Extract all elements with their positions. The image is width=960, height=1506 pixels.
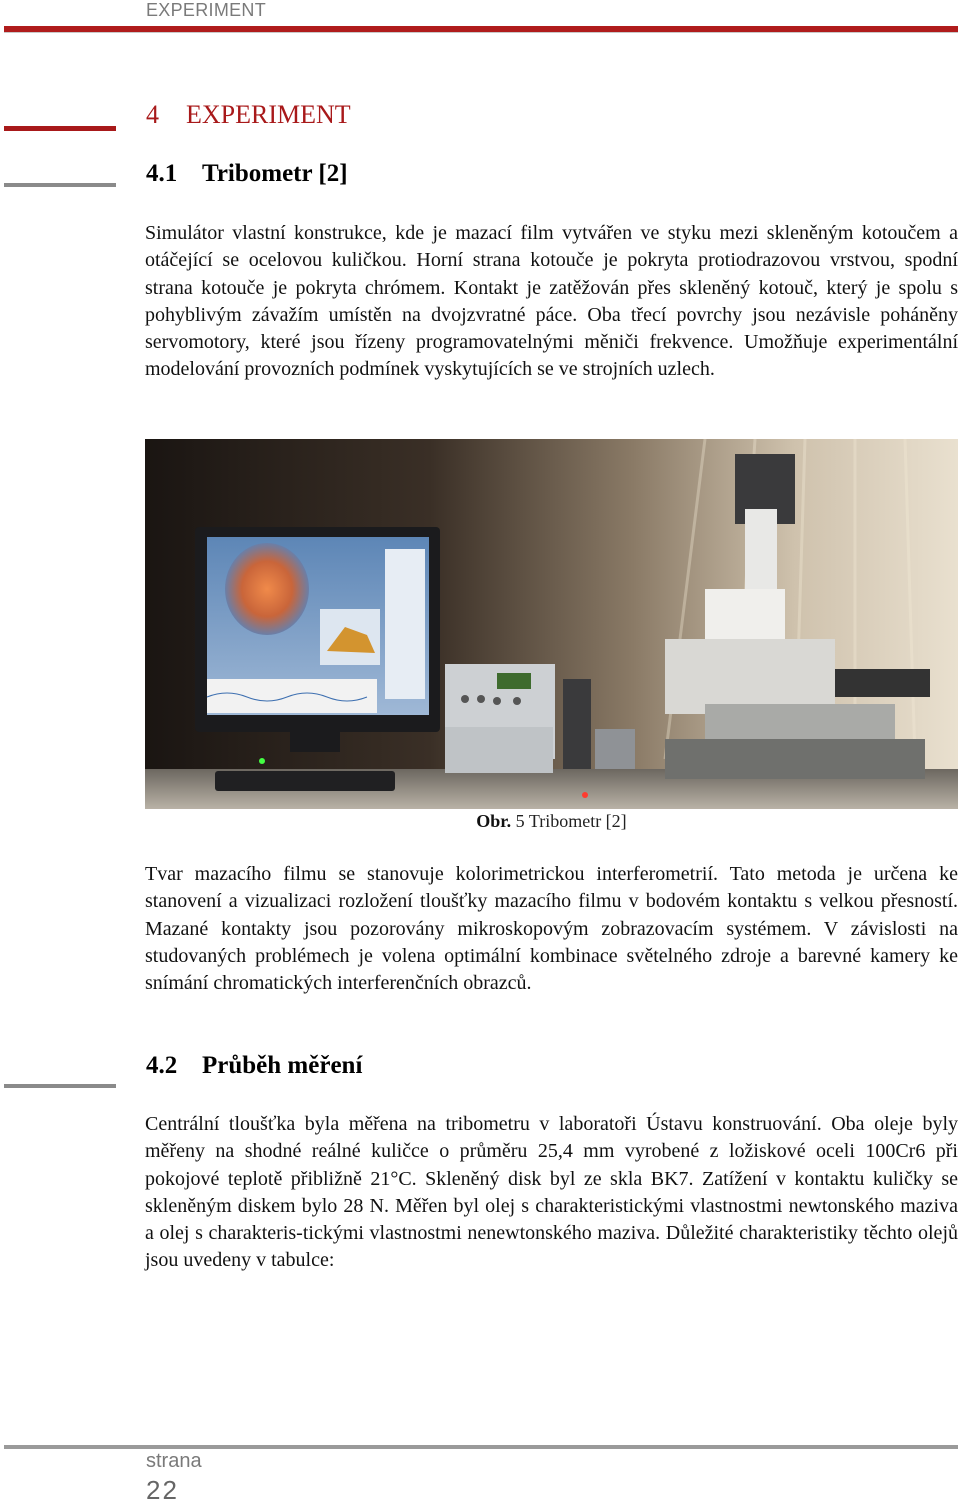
chapter-margin-mark: [4, 126, 116, 131]
interferometry-paragraph: Tvar mazacího filmu se stanovuje kolorimetrickou interferometrií. Tato metoda je určena ke stanovení a vizualizaci rozložení tloušťky mazacího filmu v bodovém kontaktu s velkou přesností. Mazané kontakty jsou pozorovány mikroskopovým zobrazovacím systémem. V závislosti na studovaných problémech je volena optimální kombinace světelného zdroje a barevné kamery ke snímání chromatických interferenčních obrazců.: [145, 863, 958, 995]
figure-caption-prefix: Obr.: [476, 811, 512, 831]
tribometer-photo: [145, 439, 958, 809]
figure-caption-number: 5: [515, 811, 525, 831]
section-heading: [146, 160, 348, 188]
section-number: 4.2: [146, 1052, 178, 1079]
chapter-title: EXPERIMENT: [186, 100, 351, 129]
header-rule: [4, 26, 958, 33]
chapter-number: 4: [146, 100, 159, 129]
figure-caption: [145, 811, 958, 832]
footer-page-number: 22: [146, 1475, 179, 1505]
figure-caption-text: Tribometr [2]: [528, 811, 627, 831]
section-title: Tribometr [2]: [202, 160, 348, 187]
section-paragraph: Simulátor vlastní konstrukce, kde je mazací film vytvářen ve styku mezi skleněným kotoučem a otáčející se ocelovou kuličkou. Horní strana kotouče je pokryta protiodrazovou vrstvou, spodní strana kotouče je pokryta chrómem. Kontakt je zatěžován přes skleněný kotouč, který je spolu s pohyblivým závažím umístěn na dvojzvratné páce. Oba třecí povrchy jsou nezávisle poháněny servomotory, které jsou řízeny programovatelnými měniči frekvence. Umožňuje experimentální modelování provozních podmínek vyskytujících se ve strojních uzlech.: [145, 222, 958, 381]
section-heading: [146, 1052, 362, 1080]
section-title: Průběh měření: [202, 1052, 363, 1079]
footer-page-label: strana: [146, 1450, 202, 1472]
chapter-heading: [146, 100, 351, 130]
footer-rule: [4, 1445, 958, 1449]
section-margin-mark: [4, 1084, 116, 1088]
section-number: 4.1: [146, 160, 178, 187]
section-margin-mark: [4, 183, 116, 187]
measurement-paragraph: Centrální tloušťka byla měřena na tribometru v laboratoři Ústavu konstruování. Oba oleje byly měřeny na shodné reálné kuličce o průměru 25,4 mm vyrobené z ložiskové oceli 100Cr6 při pokojové teplotě přibližně 21°C. Skleněný disk byl ze skla BK7. Zatížení v kontaktu kuličky se skleněným diskem bylo 28 N. Měřen byl olej s charakteristickými vlastnostmi newtonského maziva a olej s charakteris-tickými vlastnostmi nenewtonského maziva. Důležité charakteristiky těchto olejů jsou uvedeny v tabulce:: [145, 1113, 958, 1272]
running-header: EXPERIMENT: [146, 0, 267, 20]
